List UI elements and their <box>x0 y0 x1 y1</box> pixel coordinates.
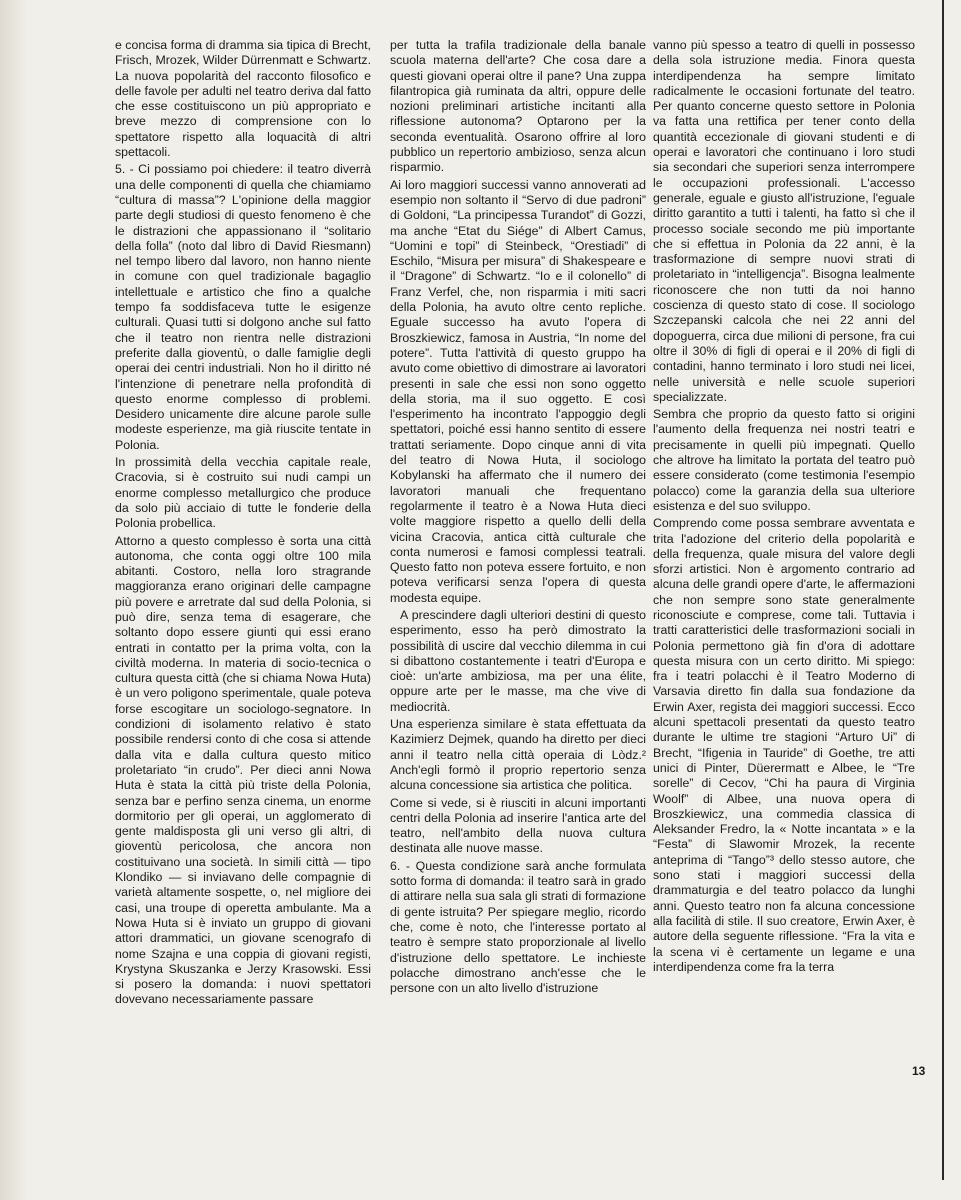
column-1-paragraph-3: In prossimità della vecchia capitale reale, Cracovia, si è costruito sui nudi campi un enorme complesso metallurgico che produce da solo più acciaio di tutte le fonderie della Polonia probellica. <box>115 455 371 531</box>
text-column-3 <box>653 38 915 977</box>
column-2-paragraph-2: Ai loro maggiori successi vanno annoverati ad esempio non soltanto il “Servo di due padroni” di Goldoni, “La principessa Turandot” di Gozzi, ma anche “Etat du Siége” di Albert Camus, “Uomini e topi” di Steinbeck, “Orestiadi” di Eschilo, “Misura per misura” di Shakespeare e il “Dragone” di Schwartz. “Io e il colonello” di Franz Verfel, che, non risparmia i miti sacri della Polonia, ha avuto oltre cento repliche. Eguale successo ha avuto l'opera di Broszkiewicz, famosa in Austria, “In nome del potere”. Tutta l'attività di questo gruppo ha avuto come obiettivo di dimostrare ai lavoratori presenti in sale che essi non sono oggetto della storia, ma il suo oggetto. E così l'esperimento ha incontrato l'appoggio degli spettatori, poiché essi hanno sentito di essere trattati seriamente. Dopo cinque anni di vita del teatro di Nowa Huta, il sociologo Kobylanski ha affermato che il numero dei lavoratori manuali che frequentano regolarmente il teatro è a Nowa Huta dieci volte maggiore rispetto a quello delli della vicina Cracovia, antica città culturale che conta numerosi e famosi complessi teatrali. Questo fatto non poteva essere fortuito, e non poteva verificarsi senza l'opera di questa modesta equipe. <box>390 177 646 605</box>
column-2-paragraph-1: per tutta la trafila tradizionale della banale scuola materna dell'arte? Che cosa dare a questi giovani operai oltre il pane? Una zuppa filantropica già ruminata da altri, oppure delle nozioni preliminari artistiche incitanti alla riflessione autonoma? Optarono per la seconda eventualità. Osarono offrire al loro pubblico un repertorio ambizioso, senza alcun risparmio. <box>390 38 646 175</box>
column-1-paragraph-2: 5. - Ci possiamo poi chiedere: il teatro diverrà una delle componenti di quella che chiamiamo “cultura di massa”? L'opinione della maggior parte degli studiosi di questo fenomeno è che le distrazioni che appassionano il “solitario della folla” (noto dal libro di David Riesmann) nel tempo libero dal lavoro, non hanno niente in comune con quel tradizionale bagaglio intellettuale e artistico che fino a qualche tempo fa soddisfaceva tutte le esigenze culturali. Quasi tutti si dolgono anche sul fatto che il teatro non rientra nelle distrazioni preferite dalla gioventù, o dalle famiglie degli operai dei centri industriali. Non ho il diritto né l'intenzione di penetrare nella profondità di questo enorme complesso di problemi. Desidero unicamente dire alcune parole sulle modeste esperienze, ma già riuscite tentate in Polonia. <box>115 162 371 452</box>
page-edge-shadow <box>0 0 28 1200</box>
text-column-1 <box>115 38 371 1010</box>
column-3-paragraph-1: vanno più spesso a teatro di quelli in possesso della sola istruzione media. Finora questa interdipendenza ha sempre limitato radicalmente le occasioni fortunate del teatro. Per quanto concerne questo settore in Polonia va fatta una rettifica per tener conto della quantità eccezionale di giovani studenti e di operai e lavoratori che continuano i loro studi sia secondari che superiori senza interrompere le occupazioni professionali. L'accesso generale, eguale e giusto all'istruzione, l'eguale diritto garantito a tutti i talenti, ha fatto sì che il processo sociale secondo me più importante che si effettua in Polonia da 22 anni, è la trasformazione di sempre nuovi strati di proletariato in “intelligencja”. Bisogna lealmente riconoscere che non tutti da noi hanno coscienza di questo stato di cose. Il sociologo Szczepanski calcola che nei 22 anni del dopoguerra, circa due milioni di persone, fra cui oltre il 30% di figli di operai e il 20% di figli di contadini, hanno terminato i loro studi nei licei, nelle università e nelle scuole superiori specializzate. <box>653 38 915 404</box>
column-1-paragraph-4: Attorno a questo complesso è sorta una città autonoma, che conta oggi oltre 100 mila abitanti. Costoro, nella loro stragrande maggioranza erano originari delle campagne più povere e arretrate dal sud della Polonia, si può dire, senza tema di esagerare, che soltanto dopo essere giunti qui essi erano entrati in contatto per la prima volta, con la civiltà moderna. In materia di socio-tecnica o cultura questa città (che si chiama Nowa Huta) è un vero poligono sperimentale, quale poteva forse escogitare un sociologo-segnatore. In condizioni di isolamento relativo è stato possibile rendersi conto di che cosa si attende dalla vita e dalla cultura questo mitico proletariato “in crudo”. Per dieci anni Nowa Huta è stata la città più triste della Polonia, senza bar e perfino senza cinema, un enorme dormitorio per gli operai, un agglomerato di gente maldisposta gli uni verso gli altri, di gioventù pericolosa, che ancora non costituivano una società. In simili città — tipo Klondiko — si inviavano delle compagnie di varietà altamente sospette, o, nel migliore dei casi, una troupe di operetta ambulante. Ma a Nowa Huta si è inviato un gruppo di giovani attori drammatici, un giovane scenografo di nome Szajna e una coppia di giovani registi, Krystyna Skuszanka e Jerzy Krasowski. Essi si posero la domanda: i nuovi spettatori dovevano necessariamente passare <box>115 533 371 1007</box>
page-number: 13 <box>912 1064 926 1078</box>
right-margin-rule <box>942 0 944 1180</box>
column-2-paragraph-3: A prescindere dagli ulteriori destini di questo esperimento, esso ha però dimostrato la possibilità di uscire dal vecchio dilemma in cui si dibattono costantemente i teatri d'Europa e cioè: un'arte ambiziosa, ma per una élite, oppure arte per le masse, ma che vive di mediocrità. <box>390 607 646 714</box>
column-2-paragraph-4: Una esperienza simiIare è stata effettuata da Kazimierz Dejmek, quando ha diretto per dieci anni il teatro nella città operaia di Lòdz.² Anch'egli formò il proprio repertorio senza alcuna concessione sia artistica che politica. <box>390 717 646 793</box>
column-2-paragraph-5: Come si vede, si è riusciti in alcuni importanti centri della Polonia ad inserire l'antica arte del teatro, nell'ambito della nuova cultura destinata alle nuove masse. <box>390 795 646 856</box>
column-3-paragraph-2: Sembra che proprio da questo fatto si origini l'aumento della frequenza nei nostri teatri e precisamente in quelli più impegnati. Quello che altrove ha limitato la portata del teatro può essere considerato (come testimonia l'esempio polacco) come la garanzia della sua ulteriore esistenza e del suo sviluppo. <box>653 407 915 513</box>
column-3-paragraph-3: Comprendo come possa sembrare avventata e trita l'adozione del criterio della popolarità e della frequenza, quale misura del valore degli sforzi artistici. Non è argomento contrario ad alcuna delle grandi opere d'arte, le affermazioni che non sempre sono state generalmente riconosciute e comprese, come tali. Tuttavia i tratti caratteristici delle trasformazioni sociali in Polonia permettono già fin d'ora di adottare questa misura con un certo diritto. Mi spiego: fra i teatri polacchi è il Teatro Moderno di Varsavia diretto fin dalla sua fondazione da Erwin Axer, regista dei maggiori successi. Ecco alcuni spettacoli presentati da questo teatro durante le ultime tre stagioni “Arturo Ui” di Brecht, “Ifigenia in Tauride” di Goethe, tre atti unici di Pinter, Düerermatt e Albee, le “Tre sorelle” di Cecov, “Chi ha paura di Virginia Woolf” di Albee, una nuova opera di Broszkiewicz, una commedia classica di Aleksander Fredro, la « Notte incantata » e la “Festa” di Slawomir Mrozek, la recente anteprima di “Tango”³ dello stesso autore, che sono stati i maggiori successi della drammaturgia e del teatro polacco da lunghi anni. Questo teatro non fa alcuna concessione alla facilità di stile. Il suo creatore, Erwin Axer, è autore della seguente riflessione. “Fra la vita e la scena vi è certamente un legame e una interdipendenza come fra la terra <box>653 516 915 974</box>
text-column-2 <box>390 38 646 998</box>
column-1-paragraph-1: e concisa forma di dramma sia tipica di Brecht, Frisch, Mrozek, Wilder Dürrenmatt e Schwartz. La nuova popolarità del racconto filosofico e delle favole per adulti nel teatro deriva dal fatto che esse costituiscono un più appropriato e breve mezzo di comprensione con lo spettatore rispetto alla loquacità di altri spettacoli. <box>115 38 371 160</box>
column-2-paragraph-6: 6. - Questa condizione sarà anche formulata sotto forma di domanda: il teatro sarà in grado di attirare nella sua sala gli strati di formazione di gente istruita? Per spiegare meglio, ricordo che, come è noto, che l'interesse portato al teatro è sempre stato proporzionale al livello d'istruzione dello spettatore. Le inchieste polacche dimostrano anch'esse che le persone con un alto livello d'istruzione <box>390 858 646 996</box>
